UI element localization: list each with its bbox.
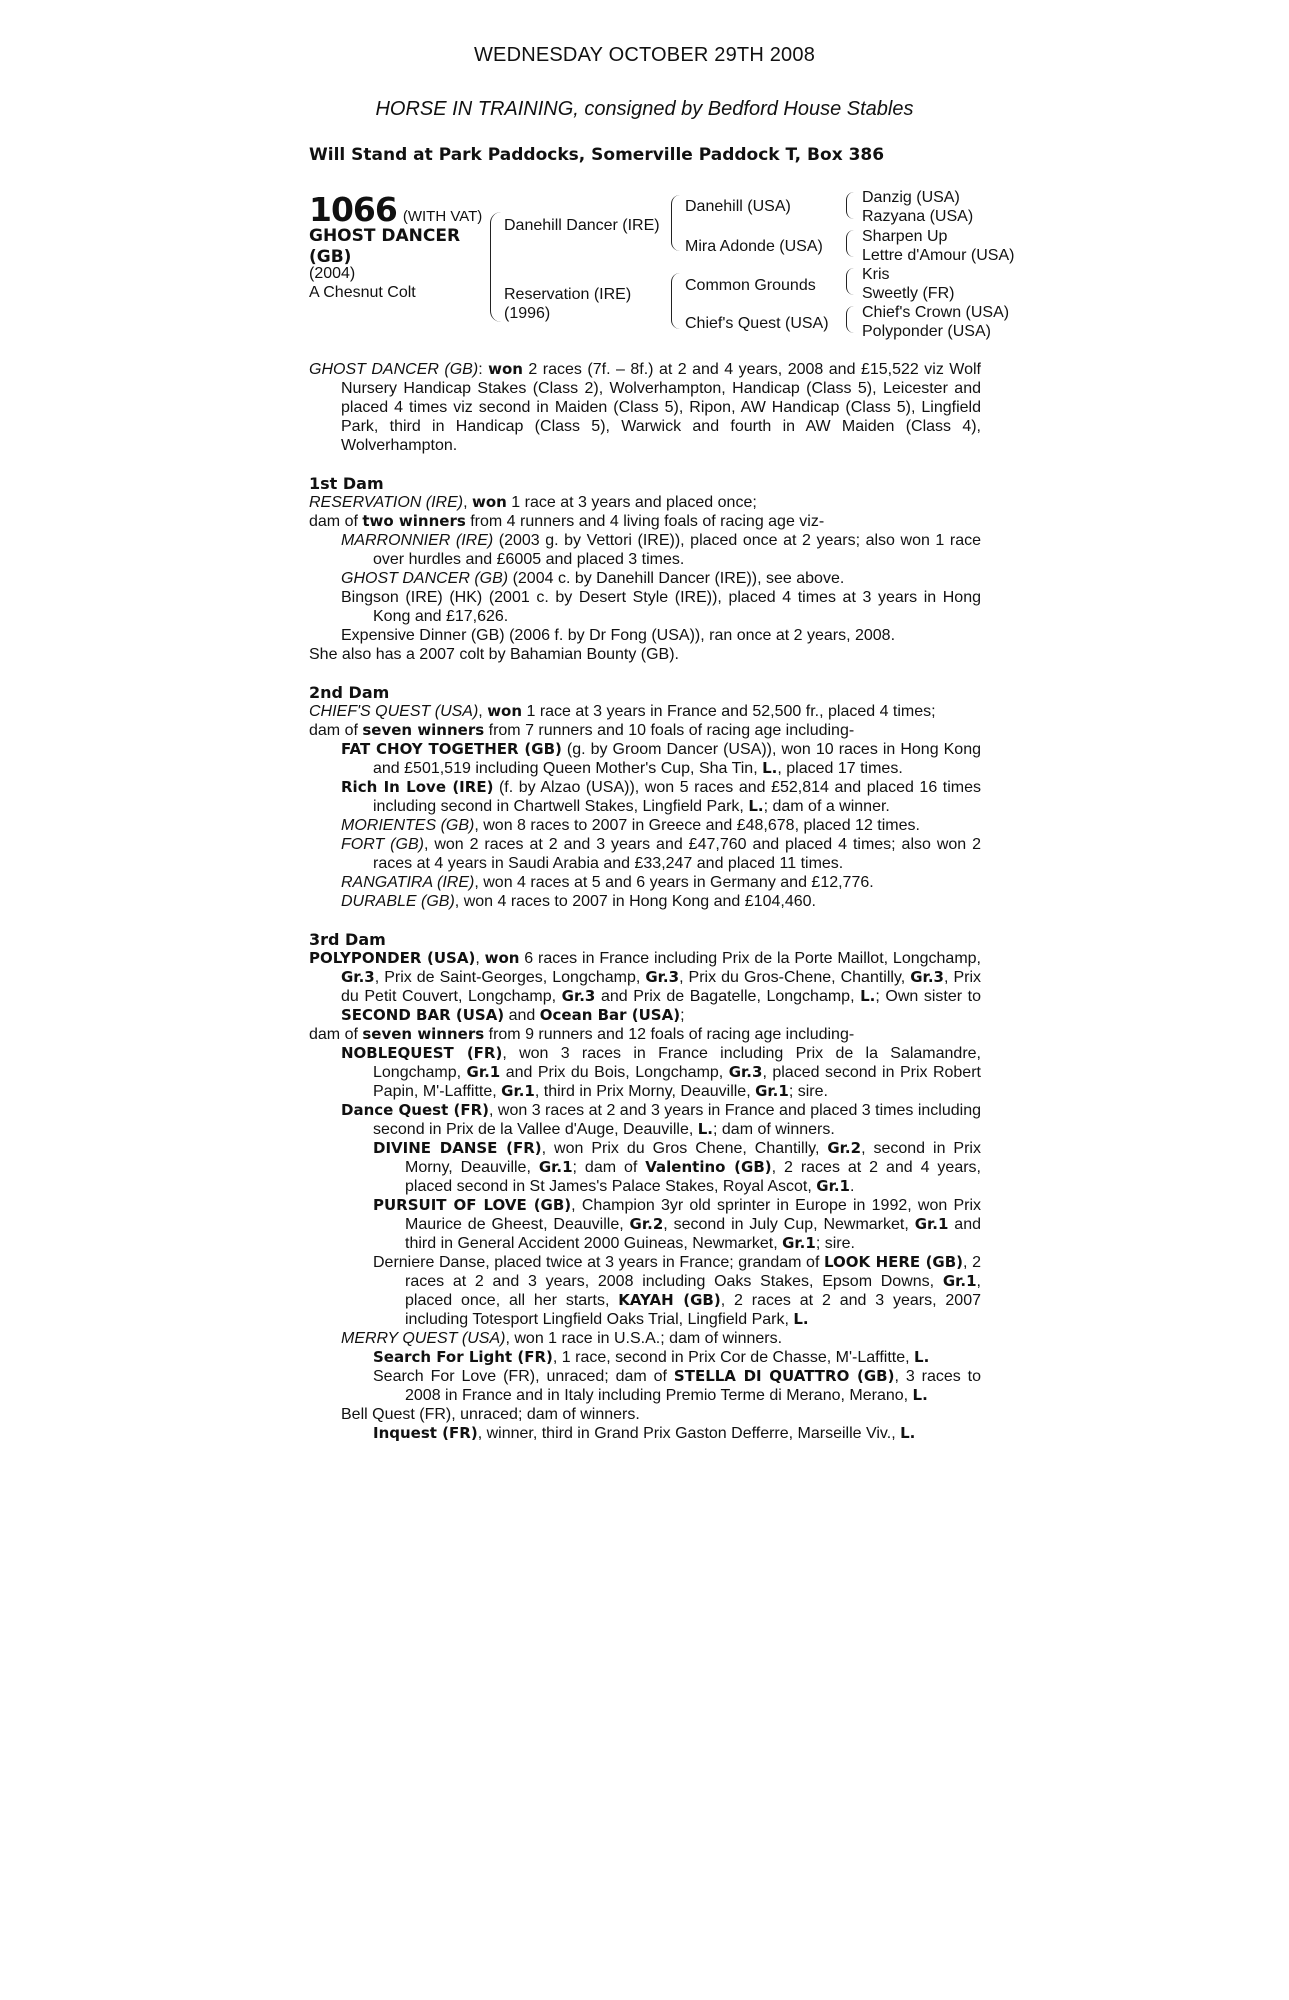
grade-mark: Gr.3 [645,968,680,986]
produce-record: , won 4 races at 5 and 6 years in Germany and £12,776. [474,874,874,891]
pedigree-g3-6: Sweetly (FR) [862,285,955,302]
grade-mark: Gr.1 [782,1234,816,1252]
first-dam-summary-rest: from 4 runners and 4 living foals of racing age viz- [465,513,825,530]
second-dam-produce-6 [309,892,981,911]
third-dam-produce-noblequest [309,1044,981,1101]
third-dam-produce-merry-quest [309,1329,981,1348]
produce-name: PURSUIT OF LOVE (GB) [373,1196,572,1214]
produce-name: Rich In Love (IRE) [341,778,494,796]
lot-number-line [309,190,482,229]
pedigree-brace-g1 [846,192,854,219]
horse-name-line1: GHOST DANCER [309,226,461,246]
pedigree-brace-g3 [846,268,854,295]
produce-name: MERRY QUEST (USA) [341,1330,506,1347]
pedigree-sire-dam: Mira Adonde (USA) [685,238,823,255]
record-text: , Champion 3yr old sprinter in Europe in 1992, won Prix Maurice de Gheest, Deauville, [405,1197,982,1233]
listed-mark: L. [762,759,778,777]
record-text: , won 3 races at 2 and 3 years in France and placed 3 times including second in Prix de la Vallee d'Auge, Deauville, [373,1102,981,1138]
record-text: , winner, third in Grand Prix Gaston Defferre, Marseille Viv., [477,1425,901,1442]
second-dam-produce-2 [309,778,981,816]
second-dam-produce-3 [309,816,981,835]
third-dam-line: POLYPONDER (USA), won 6 races in France including Prix de la Porte Maillot, Longchamp, Gr.3, Prix de Saint-Georges, Longchamp, Gr.3, Prix du Gros-Chene, Chantilly, Gr.3, Prix du Petit Couvert, Longchamp, Gr.3 and Prix de Bagatelle, Longchamp, L.; Own sister to SECOND BAR (USA) and Ocean Bar (USA); [309,949,982,1024]
record-text: and Prix de Bagatelle, Longchamp, [595,988,861,1005]
pedigree-sire-sire: Danehill (USA) [685,198,791,215]
pedigree-dam-year: (1996) [504,305,551,322]
intro-paragraph: GHOST DANCER (GB): won 2 races (7f. – 8f.) at 2 and 4 years, 2008 and £15,522 viz Wolf Nursery Handicap Stakes (Class 2), Wolverhampton, Handicap (Class 5), Leicester and placed 4 times viz second in Maiden (Class 5), Ripon, AW Handicap (Class 5), Lingfield Park, third in Handicap (Class 5), Warwick and fourth in AW Maiden (Class 4), Wolverhampton. [309,360,982,454]
record-text: and third in General Accident 2000 Guineas, Newmarket, [405,1216,982,1252]
record-text: , Prix du Petit Couvert, Longchamp, [341,969,982,1005]
first-dam-produce-3: Bingson (IRE) (HK) (2001 c. by Desert Style (IRE)), placed 4 times at 3 years in Hong Kong and £17,626. [341,589,981,625]
produce-name: MARRONNIER (IRE) [341,532,494,549]
record-text: Search For Love (FR), unraced; dam of [373,1368,674,1385]
produce-record: (g. by Groom Dancer (USA)), won 10 races in Hong Kong and £501,519 including Queen Mother's Cup, Sha Tin, [373,741,981,777]
second-dam-produce-summary [309,721,981,740]
record-text: , second in Prix Morny, Deauville, [405,1140,981,1176]
record-text: Derniere Danse, placed twice at 3 years in France; grandam of [373,1254,825,1271]
produce-name: KAYAH (GB) [618,1291,721,1309]
listed-mark: L. [748,797,764,815]
third-dam-summary-rest: from 9 runners and 12 foals of racing age including- [484,1026,855,1043]
third-dam-name: POLYPONDER (USA) [309,949,476,967]
pedigree-sire: Danehill Dancer (IRE) [504,217,660,234]
intro-horse-name: GHOST DANCER (GB) [309,361,479,378]
vat-note: (WITH VAT) [402,208,483,225]
record-text: ; sire. [788,1083,828,1100]
horse-description: A Chesnut Colt [309,284,416,301]
produce-name: STELLA DI QUATTRO (GB) [673,1367,895,1385]
first-dam-name: RESERVATION (IRE) [309,494,464,511]
grandchild-divine-danse [309,1139,981,1196]
produce-record: ; dam of a winner. [763,798,890,815]
record-text: , placed once, all her starts, [405,1273,981,1309]
produce-name: GHOST DANCER (GB) [341,570,509,587]
grade-mark: Gr.1 [501,1082,535,1100]
third-dam-produce-summary [309,1025,981,1044]
sister-name: Ocean Bar (USA) [539,1006,681,1024]
produce-record: , won 2 races at 2 and 3 years and £47,760 and placed 4 times; also won 2 races at 4 years in Saudi Arabia and £33,247 and placed 11 times. [373,836,981,872]
pedigree-g3-1: Danzig (USA) [862,189,960,206]
produce-name: Valentino (GB) [645,1158,772,1176]
pedigree-g3-3: Sharpen Up [862,228,948,245]
record-text: , won 1 race in U.S.A.; dam of winners. [505,1330,783,1347]
grade-mark: Gr.3 [341,968,375,986]
second-dam-record: 1 race at 3 years in France and 52,500 fr., placed 4 times; [522,703,936,720]
horse-year: (2004) [309,265,356,282]
grade-mark: Gr.3 [728,1063,763,1081]
grade-mark: Gr.1 [816,1177,850,1195]
first-dam-won: won [472,493,507,511]
first-dam-produce-2 [309,569,981,588]
pedigree-brace-sire [671,195,680,251]
second-dam-line: CHIEF'S QUEST (USA), won 1 race at 3 years in France and 52,500 fr., placed 4 times; [309,702,936,720]
produce-name: Search For Light (FR) [373,1348,553,1366]
record-text: , won 3 races in France including Prix de la Salamandre, Longchamp, [373,1045,981,1081]
produce-name: Dance Quest (FR) [341,1101,489,1119]
first-dam-line: RESERVATION (IRE), won 1 race at 3 years and placed once; [309,493,757,511]
record-text: , Prix du Gros-Chene, Chantilly, [679,969,911,986]
grandchild-pursuit-of-love [309,1196,981,1253]
listed-mark: L. [793,1310,809,1328]
produce-name: Inquest (FR) [373,1424,478,1442]
pedigree-dam-name: Reservation (IRE) [504,286,632,303]
third-dam-summary-pre: dam of [309,1026,363,1043]
record-text: , 2 races at 2 and 4 years, placed second in St James's Palace Stakes, Royal Ascot, [405,1159,981,1195]
listed-mark: L. [914,1348,930,1366]
grade-mark: Gr.3 [561,987,596,1005]
lot-number: 1066 [309,190,397,229]
grade-mark: Gr.1 [538,1158,573,1176]
third-dam-summary-bold: seven winners [362,1025,485,1043]
grade-mark: Gr.2 [629,1215,664,1233]
grade-mark: Gr.1 [942,1272,977,1290]
pedigree-dam-sire: Common Grounds [685,277,816,294]
record-text: . [849,1178,855,1195]
first-dam-record: 1 race at 3 years and placed once; [506,494,757,511]
grade-mark: Gr.1 [755,1082,789,1100]
produce-name: LOOK HERE (GB) [824,1253,964,1271]
produce-name: DURABLE (GB) [341,893,455,910]
grade-mark: Gr.1 [466,1063,501,1081]
produce-name: NOBLEQUEST (FR) [341,1044,503,1062]
produce-record: , placed 17 times. [777,760,903,777]
second-dam-produce-5 [309,873,981,892]
second-dam-summary-bold: seven winners [362,721,485,739]
record-text: 6 races in France including Prix de la Porte Maillot, Longchamp, [519,950,981,967]
consignment-line: HORSE IN TRAINING, consigned by Bedford House Stables [375,98,914,120]
grandchild-search-for-love [309,1367,981,1405]
record-text: , won Prix du Gros Chene, Chantilly, [541,1140,828,1157]
produce-name: DIVINE DANSE (FR) [373,1139,542,1157]
produce-name: FAT CHOY TOGETHER (GB) [341,740,562,758]
record-text: , third in Prix Morny, Deauville, [534,1083,756,1100]
record-text: and Prix du Bois, Longchamp, [500,1064,729,1081]
pedigree-brace-g2 [846,230,854,257]
second-dam-produce-1 [309,740,981,778]
second-dam-name: CHIEF'S QUEST (USA) [309,703,479,720]
second-dam-produce-4 [309,835,981,873]
produce-record: , won 8 races to 2007 in Greece and £48,678, placed 12 times. [474,817,920,834]
pedigree-g3-4: Lettre d'Amour (USA) [862,247,1015,264]
produce-name: MORIENTES (GB) [341,817,475,834]
record-text: ; Own sister to [875,988,982,1005]
third-dam-produce-bell-quest: Bell Quest (FR), unraced; dam of winners. [341,1406,640,1423]
intro-text: 2 races (7f. – 8f.) at 2 and 4 years, 2008 and £15,522 viz Wolf Nursery Handicap Stakes (Class 2), Wolverhampton, Handicap (Class 5), Leicester and placed 4 times viz second in Maiden (Class 5), Ripon, AW Handicap (Class 5), Lingfield Park, third in Handicap (Class 5), Warwick and fourth in AW Maiden (Class 4), Wolverhampton. [341,361,982,454]
first-dam-summary-bold: two winners [362,512,466,530]
record-text: , placed second in Prix Robert Papin, M'-Laffitte, [373,1064,981,1100]
record-text: , 2 races at 2 and 3 years, 2008 including Oaks Stakes, Epsom Downs, [405,1254,981,1290]
pedigree-g3-2: Razyana (USA) [862,208,974,225]
record-text: ; dam of [572,1159,646,1176]
pedigree-dam-dam: Chief's Quest (USA) [685,315,829,332]
pedigree-brace-dam [671,273,680,329]
third-dam-heading: 3rd Dam [309,930,386,949]
catalogue-body [309,360,981,1443]
pedigree-g3-8: Polyponder (USA) [862,323,991,340]
pedigree-g3-5: Kris [862,266,890,283]
second-dam-summary-pre: dam of [309,722,363,739]
first-dam-note: She also has a 2007 colt by Bahamian Bounty (GB). [309,646,679,663]
produce-name: FORT (GB) [341,836,424,853]
record-text: and [504,1007,540,1024]
pedigree-dam [504,285,631,323]
record-text: , Prix de Saint-Georges, Longchamp, [374,969,646,986]
horse-name-line2: (GB) [309,247,352,267]
grade-mark: Gr.3 [910,968,944,986]
stand-location: Will Stand at Park Paddocks, Somerville Paddock T, Box 386 [309,145,885,165]
first-dam-produce-1 [309,531,981,569]
third-dam-produce-dance-quest [309,1101,981,1139]
record-text: ; sire. [815,1235,855,1252]
record-text: , 3 races to 2008 in France and in Italy including Premio Terme di Merano, Merano, [405,1368,982,1404]
record-text: ; [680,1007,685,1024]
horse-name [309,226,460,268]
grandchild-inquest [309,1424,981,1443]
second-dam-summary-rest: from 7 runners and 10 foals of racing age including- [484,722,855,739]
listed-mark: L. [912,1386,928,1404]
listed-mark: L. [860,987,876,1005]
record-text: , 2 races at 2 and 3 years, 2007 including Totesport Lingfield Oaks Trial, Lingfield Park, [405,1292,982,1328]
listed-mark: L. [900,1424,916,1442]
third-dam-won: won [484,949,520,967]
sale-date: WEDNESDAY OCTOBER 29TH 2008 [473,44,816,66]
produce-record: , won 4 races to 2007 in Hong Kong and £104,460. [454,893,816,910]
first-dam-heading: 1st Dam [309,474,384,493]
sister-name: SECOND BAR (USA) [341,1006,505,1024]
grade-mark: Gr.1 [914,1215,949,1233]
second-dam-heading: 2nd Dam [309,683,390,702]
first-dam-produce-4: Expensive Dinner (GB) (2006 f. by Dr Fong (USA)), ran once at 2 years, 2008. [341,627,896,644]
produce-name: RANGATIRA (IRE) [341,874,475,891]
grandchild-search-for-light [309,1348,981,1367]
produce-record: (2003 g. by Vettori (IRE)), placed once at 2 years; also won 1 race over hurdles and £6005 and placed 3 times. [373,532,981,568]
pedigree-g3-7: Chief's Crown (USA) [862,304,1010,321]
record-text: ; dam of winners. [713,1121,835,1138]
record-text: , second in July Cup, Newmarket, [663,1216,915,1233]
first-dam-summary-pre: dam of [309,513,363,530]
second-dam-won: won [487,702,523,720]
grandchild-derniere-danse [309,1253,981,1329]
produce-record: (f. by Alzao (USA)), won 5 races and £52,814 and placed 16 times including second in Chartwell Stakes, Lingfield Park, [373,779,981,815]
produce-record: (2004 c. by Danehill Dancer (IRE)), see above. [508,570,845,587]
pedigree-brace-main [490,212,501,322]
intro-won: won [488,360,523,378]
listed-mark: L. [697,1120,713,1138]
pedigree-brace-g4 [846,306,854,333]
record-text: , 1 race, second in Prix Cor de Chasse, M'-Laffitte, [552,1349,915,1366]
horse-info [309,264,416,302]
grade-mark: Gr.2 [827,1139,862,1157]
first-dam-produce-summary [309,512,981,531]
